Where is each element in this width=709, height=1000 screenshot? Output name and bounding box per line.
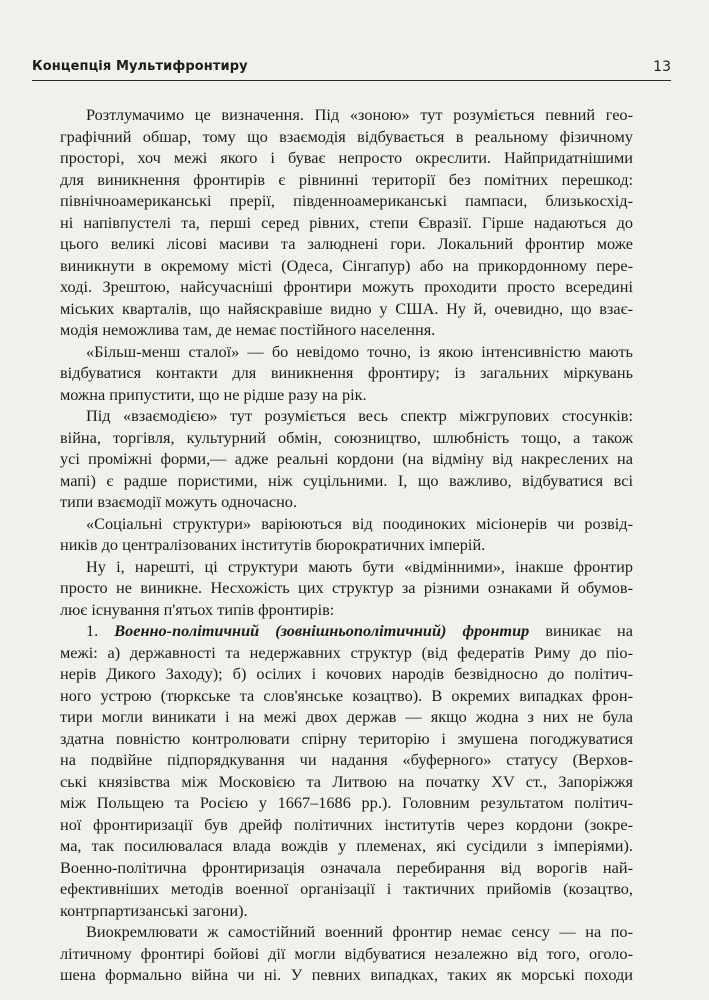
text-line: Виокремлювати ж самостійний военний фронтир немає сенсу — на по- [86, 922, 633, 941]
text-line: просторі, хоч межі якого і буває непросто окреслити. Найпридатнішими [60, 148, 633, 167]
text-line: мапі) є радше пористими, ніж суцільними. І, що важливо, відбуватися всі [60, 470, 633, 490]
text-line: межі: а) державності та недержавних структур (від федератів Риму до пio- [60, 642, 633, 662]
text-line: війна, торгівля, культурний обмін, союзництво, шлюбність тощо, а також [60, 427, 633, 447]
text-line: Военно-політична фронтиризація означала перебирання від ворогів най- [60, 857, 633, 877]
paragraph [60, 921, 633, 986]
text-line: Ну і, нарешті, ці структури мають бути «відмінними», інакше фронтир [86, 556, 633, 576]
body-text [60, 104, 633, 986]
text-line: шена формально війна чи ні. У певних випадках, таких як морські походи [60, 965, 633, 984]
text-line: літичному фронтирі бойові дії могли відбуватися незалежно від того, оголо- [60, 943, 633, 963]
text-line: контрпартизанські загони). [60, 900, 248, 920]
text-line: ські князівства між Московією та Литвою на початку XV ст., Запоріжжя [60, 771, 633, 791]
text-line: здатна повністю контролювати спірну територію і змушена погоджуватися [60, 728, 633, 748]
text-line: ників до централізованих інститутів бюрократичних імперій. [60, 535, 486, 554]
text-line: лює існування п'ятьох типів фронтирів: [60, 599, 335, 619]
text-line: «Соціальні структури» варіюються від поодиноких місіонерів чи розвід- [86, 513, 633, 533]
text-line: нерів Дикого Заходу); б) осілих і кочових народів безвідносно до політич- [60, 664, 633, 683]
text-line: на подвійне підпорядкування чи надання «буферного» статусу (Верхов- [60, 750, 633, 769]
paragraph [60, 104, 633, 341]
line-tail: виникає на [529, 621, 633, 640]
text-line: Розтлумачимо це визначення. Під «зоною» тут розуміється певний гео- [86, 105, 633, 124]
text-line [60, 620, 633, 642]
text-line: ного устрою (тюркське та слов'янське козацтво). В окремих випадках фрон- [60, 685, 633, 705]
text-line: виникнути в окремому місті (Одеса, Сінгапур) або на прикордонному пере- [60, 255, 633, 275]
paragraph [60, 513, 633, 556]
text-line: ефективніших методів военної організації і тактичних прийомів (козацтво, [60, 879, 633, 898]
page-number: 13 [653, 59, 671, 75]
paragraph [60, 620, 633, 921]
text-line: просто не виникне. Несхожість цих структур за різними ознаками й обумов- [60, 578, 633, 597]
text-line: графічний обшар, тому що взаємодія відбувається в реальному фізичному [60, 126, 633, 146]
paragraph [60, 341, 633, 406]
list-number: 1. [86, 621, 115, 640]
text-line: північноамериканські прерії, південноамериканські пампаси, близькосхід- [60, 191, 633, 210]
text-line: усі проміжні форми,— адже реальні кордони (на відміну від накреслених на [60, 449, 633, 468]
running-header [32, 58, 671, 81]
text-line: можна припустити, що не рідше разу на рік. [60, 384, 367, 404]
text-line: ні напівпустелі та, перші серед рівних, степи Євразії. Гірше надаються до [60, 212, 633, 232]
frontier-type-term: Военно-політичний (зовнішньополітичний) фронтир [114, 621, 530, 640]
text-line: типи взаємодії можуть одночасно. [60, 492, 298, 511]
text-line: ної фронтиризації був дрейф політичних інститутів через кордони (зокре- [60, 814, 633, 834]
text-line: «Більш-менш сталої» — бо невідомо точно, із якою інтенсивністю мають [86, 341, 633, 361]
text-line: тири могли виникати і на межі двох держав — якщо жодна з них не була [60, 707, 633, 726]
text-line: між Польщею та Росією у 1667–1686 рр.). Головним результатом політич- [60, 793, 633, 812]
text-line: міських кварталів, що найяскравіше видно у США. Ну й, очевидно, що взає- [60, 298, 633, 318]
text-line: ході. Зрештою, найсучасніші фронтири можуть проходити просто всередині [60, 277, 633, 296]
text-line: для виникнення фронтирів є рівнинні території без помітних перешкод: [60, 169, 633, 189]
text-line: Під «взаємодією» тут розуміється весь спектр міжгрупових стосунків: [86, 406, 633, 425]
chapter-title: Концепція Мультифронтиру [32, 59, 248, 74]
paragraph [60, 556, 633, 621]
text-line: ма, так посилювалася влада вождів у племенах, які сусідили з імперіями). [60, 836, 633, 855]
text-line: цього великі лісові масиви та залюднені гори. Локальний фронтир може [60, 234, 633, 253]
paragraph [60, 405, 633, 513]
text-line: модія неможлива там, де немає постійного населення. [60, 320, 436, 339]
text-line: відбуватися контакти для виникнення фронтиру; із загальних міркувань [60, 363, 633, 382]
